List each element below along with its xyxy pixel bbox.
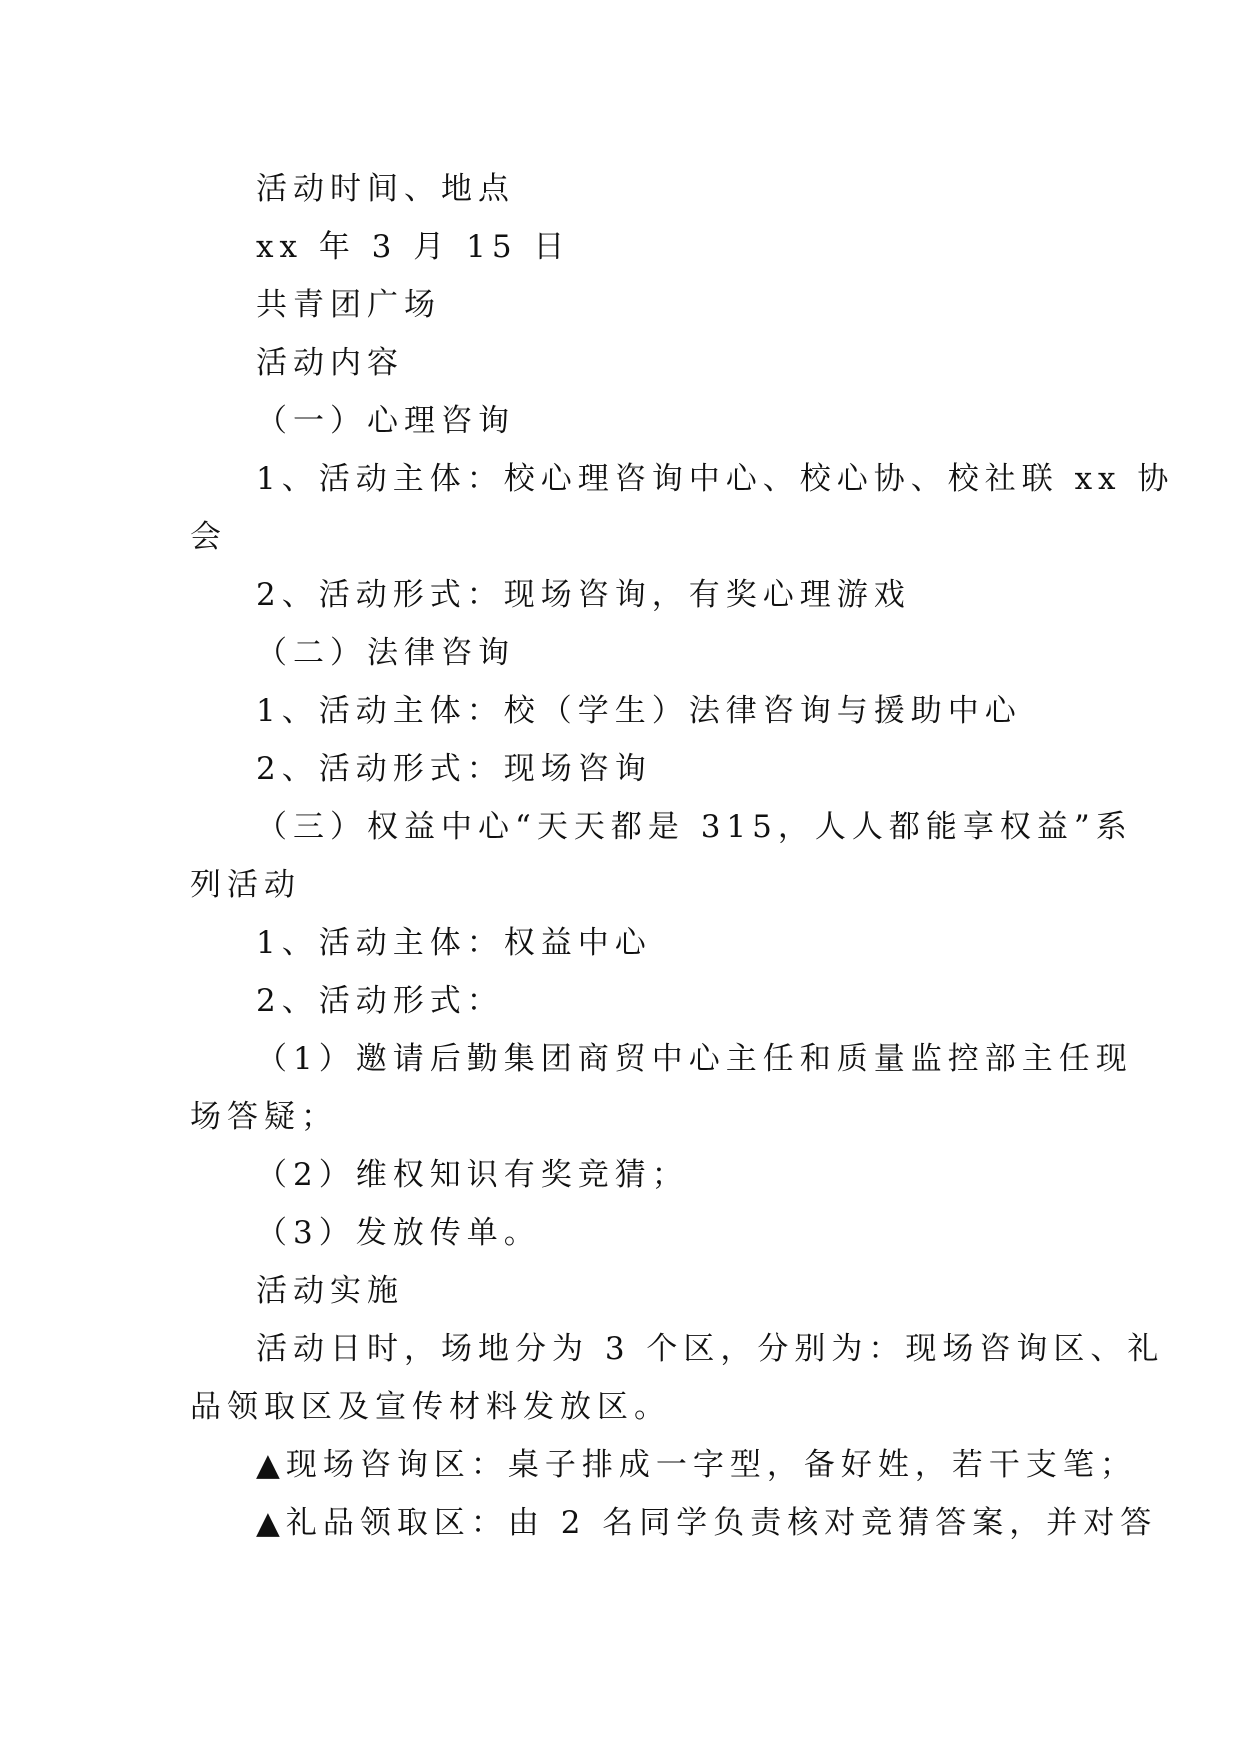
psych-format-line: 2、活动形式：现场咨询，有奖心理游戏 bbox=[256, 577, 911, 613]
legal-organizer-line: 1、活动主体：校（学生）法律咨询与援助中心 bbox=[256, 693, 1022, 729]
rights-format-line: 2、活动形式： bbox=[256, 983, 504, 1019]
rights-format-item-1-cont: 场答疑； bbox=[190, 1099, 338, 1135]
heading-time-location: 活动时间、地点 bbox=[256, 171, 515, 207]
rights-organizer-line: 1、活动主体：权益中心 bbox=[256, 925, 652, 961]
heading-implementation: 活动实施 bbox=[256, 1273, 404, 1309]
psych-organizer-line: 1、活动主体：校心理咨询中心、校心协、校社联 xx 协 bbox=[256, 461, 1175, 497]
section-rights-center: （三）权益中心“天天都是 315，人人都能享权益”系 bbox=[256, 809, 1133, 845]
zone-gift-item: ▲礼品领取区：由 2 名同学负责核对竞猜答案，并对答 bbox=[256, 1505, 1158, 1541]
heading-activity-content: 活动内容 bbox=[256, 345, 404, 381]
rights-format-item-3: （3）发放传单。 bbox=[256, 1215, 541, 1251]
legal-format-line: 2、活动形式：现场咨询 bbox=[256, 751, 652, 787]
implementation-paragraph-cont: 品领取区及宣传材料发放区。 bbox=[190, 1389, 671, 1425]
text-date: xx 年 3 月 15 日 bbox=[256, 229, 571, 265]
psych-organizer-line-cont: 会 bbox=[190, 519, 227, 555]
section-psych-consulting: （一）心理咨询 bbox=[256, 403, 515, 439]
zone-consulting-item: ▲现场咨询区：桌子排成一字型，备好姓，若干支笔； bbox=[256, 1447, 1137, 1483]
implementation-paragraph: 活动日时，场地分为 3 个区，分别为：现场咨询区、礼 bbox=[256, 1331, 1165, 1367]
text-location: 共青团广场 bbox=[256, 287, 441, 323]
rights-format-item-2: （2）维权知识有奖竞猜； bbox=[256, 1157, 689, 1193]
section-legal-consulting: （二）法律咨询 bbox=[256, 635, 515, 671]
rights-format-item-1: （1）邀请后勤集团商贸中心主任和质量监控部主任现 bbox=[256, 1041, 1133, 1077]
document-body bbox=[190, 160, 1175, 1552]
section-rights-center-cont: 列活动 bbox=[190, 867, 301, 903]
